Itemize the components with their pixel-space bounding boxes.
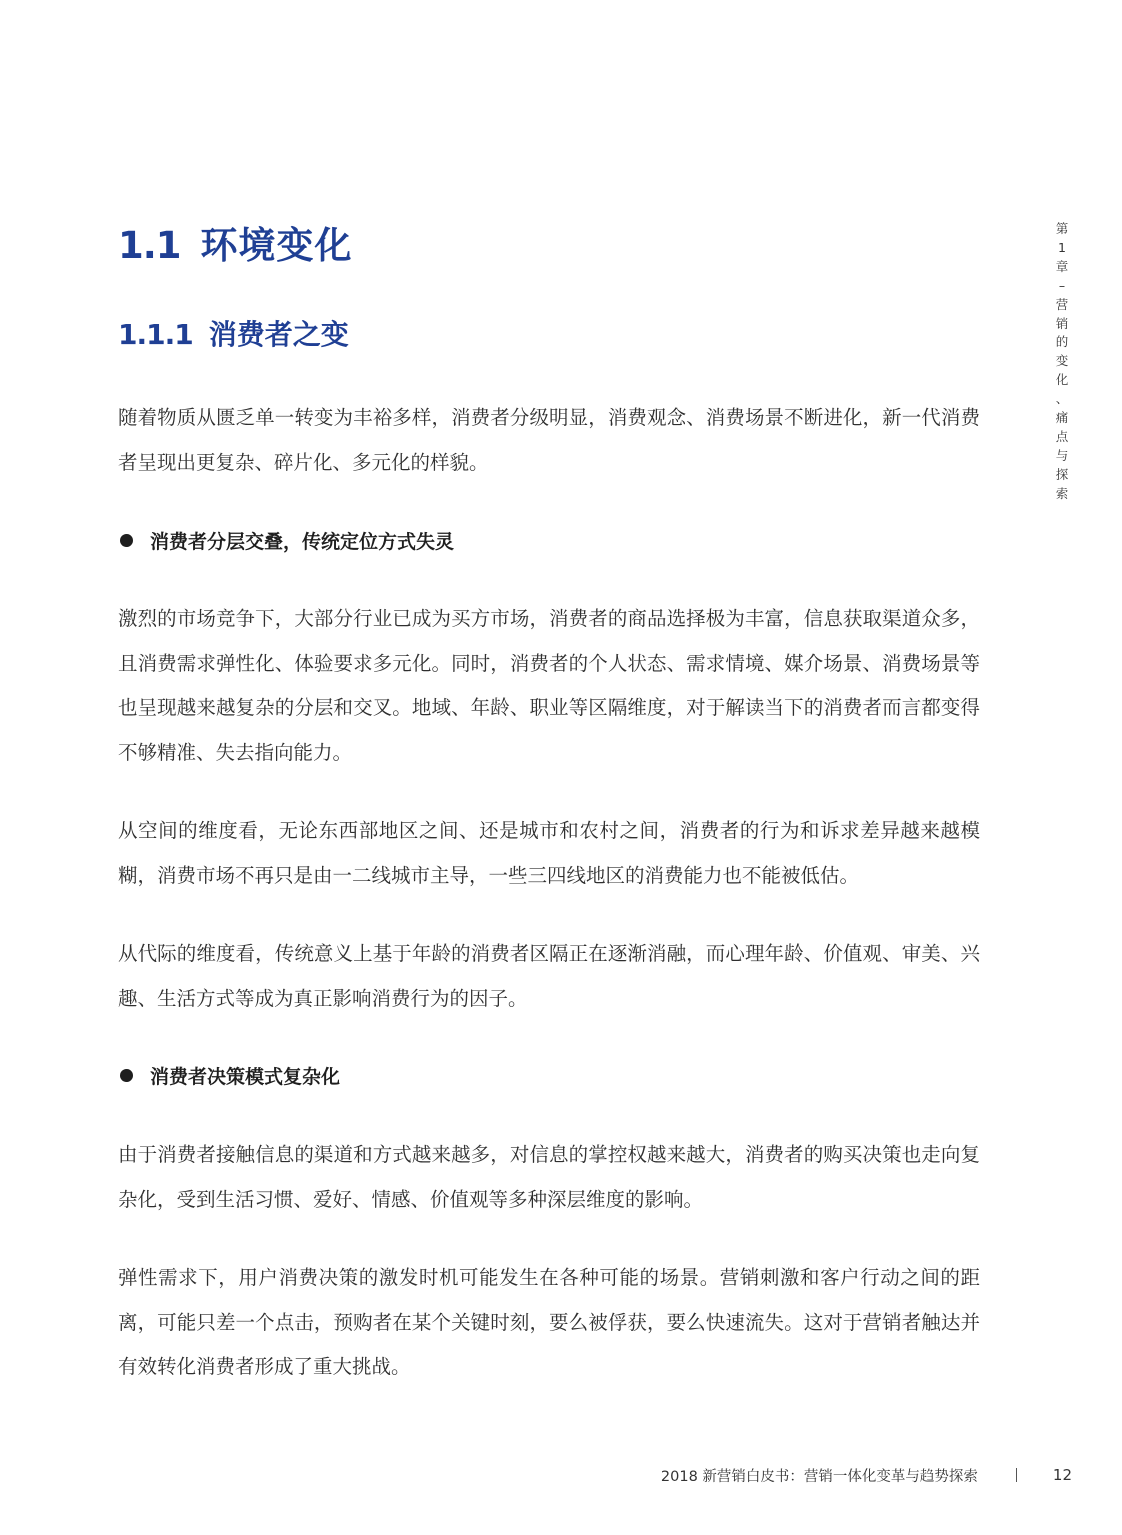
side-char: 章	[1055, 258, 1069, 274]
section-number: 1.1	[118, 224, 181, 267]
side-char: 第	[1055, 221, 1069, 236]
bullet-dot-icon	[120, 1069, 133, 1082]
subsection-heading	[118, 313, 349, 357]
bullet-heading-2	[120, 1062, 340, 1092]
subsection-title: 消费者之变	[208, 318, 349, 351]
side-char: 1	[1058, 239, 1066, 255]
side-char: –	[1058, 277, 1066, 293]
paragraph-elastic: 弹性需求下，用户消费决策的激发时机可能发生在各种可能的场景。营销刺激和客户行动之间的距离，可能只差一个点击，预购者在某个关键时刻，要么被俘获，要么快速流失。这对于营销者触达并有效转化消费者形成了重大挑战。	[118, 1266, 980, 1378]
side-char: 与	[1055, 447, 1069, 463]
side-char: 索	[1055, 485, 1069, 501]
side-char: 化	[1055, 372, 1069, 388]
subsection-number: 1.1.1	[118, 318, 193, 351]
page-number: 12	[1052, 1466, 1072, 1484]
side-char: 营	[1055, 296, 1069, 312]
side-char: 销	[1055, 315, 1069, 331]
paragraph-space: 从空间的维度看，无论东西部地区之间、还是城市和农村之间，消费者的行为和诉求差异越来越模糊，消费市场不再只是由一二线城市主导，一些三四线地区的消费能力也不能被低估。	[118, 819, 980, 887]
paragraph-decision: 由于消费者接触信息的渠道和方式越来越多，对信息的掌控权越来越大，消费者的购买决策也走向复杂化，受到生活习惯、爱好、情感、价值观等多种深层维度的影响。	[118, 1143, 980, 1211]
page-footer	[560, 1460, 1072, 1490]
side-char: 的	[1055, 334, 1069, 350]
bullet-heading-1	[120, 527, 454, 557]
section-title: 环境变化	[200, 224, 353, 267]
side-char: 点	[1055, 428, 1069, 444]
bullet-heading-2-text: 消费者决策模式复杂化	[150, 1066, 341, 1088]
paragraph-generation: 从代际的维度看，传统意义上基于年龄的消费者区隔正在逐渐消融，而心理年龄、价值观、审美、兴趣、生活方式等成为真正影响消费行为的因子。	[118, 942, 980, 1010]
paragraph-market: 激烈的市场竞争下，大部分行业已成为买方市场，消费者的商品选择极为丰富，信息获取渠道众多，且消费需求弹性化、体验要求多元化。同时，消费者的个人状态、需求情境、媒介场景、消费场景等也呈现越来越复杂的分层和交叉。地域、年龄、职业等区隔维度，对于解读当下的消费者而言都变得不够精准、失去指向能力。	[118, 607, 980, 764]
side-char: 痛	[1055, 410, 1069, 426]
side-char: 探	[1055, 466, 1069, 482]
chapter-side-tab	[1048, 220, 1076, 504]
side-char: 变	[1055, 353, 1069, 369]
bullet-dot-icon	[120, 534, 133, 547]
paragraph-intro: 随着物质从匮乏单一转变为丰裕多样，消费者分级明显，消费观念、消费场景不断进化，新一代消费者呈现出更复杂、碎片化、多元化的样貌。	[118, 406, 980, 474]
bullet-heading-1-text: 消费者分层交叠，传统定位方式失灵	[150, 531, 455, 553]
footer-divider	[1016, 1468, 1017, 1482]
footer-title: 2018 新营销白皮书：营销一体化变革与趋势探索	[660, 1468, 978, 1485]
side-char: 、	[1055, 391, 1069, 407]
section-heading	[118, 216, 353, 276]
